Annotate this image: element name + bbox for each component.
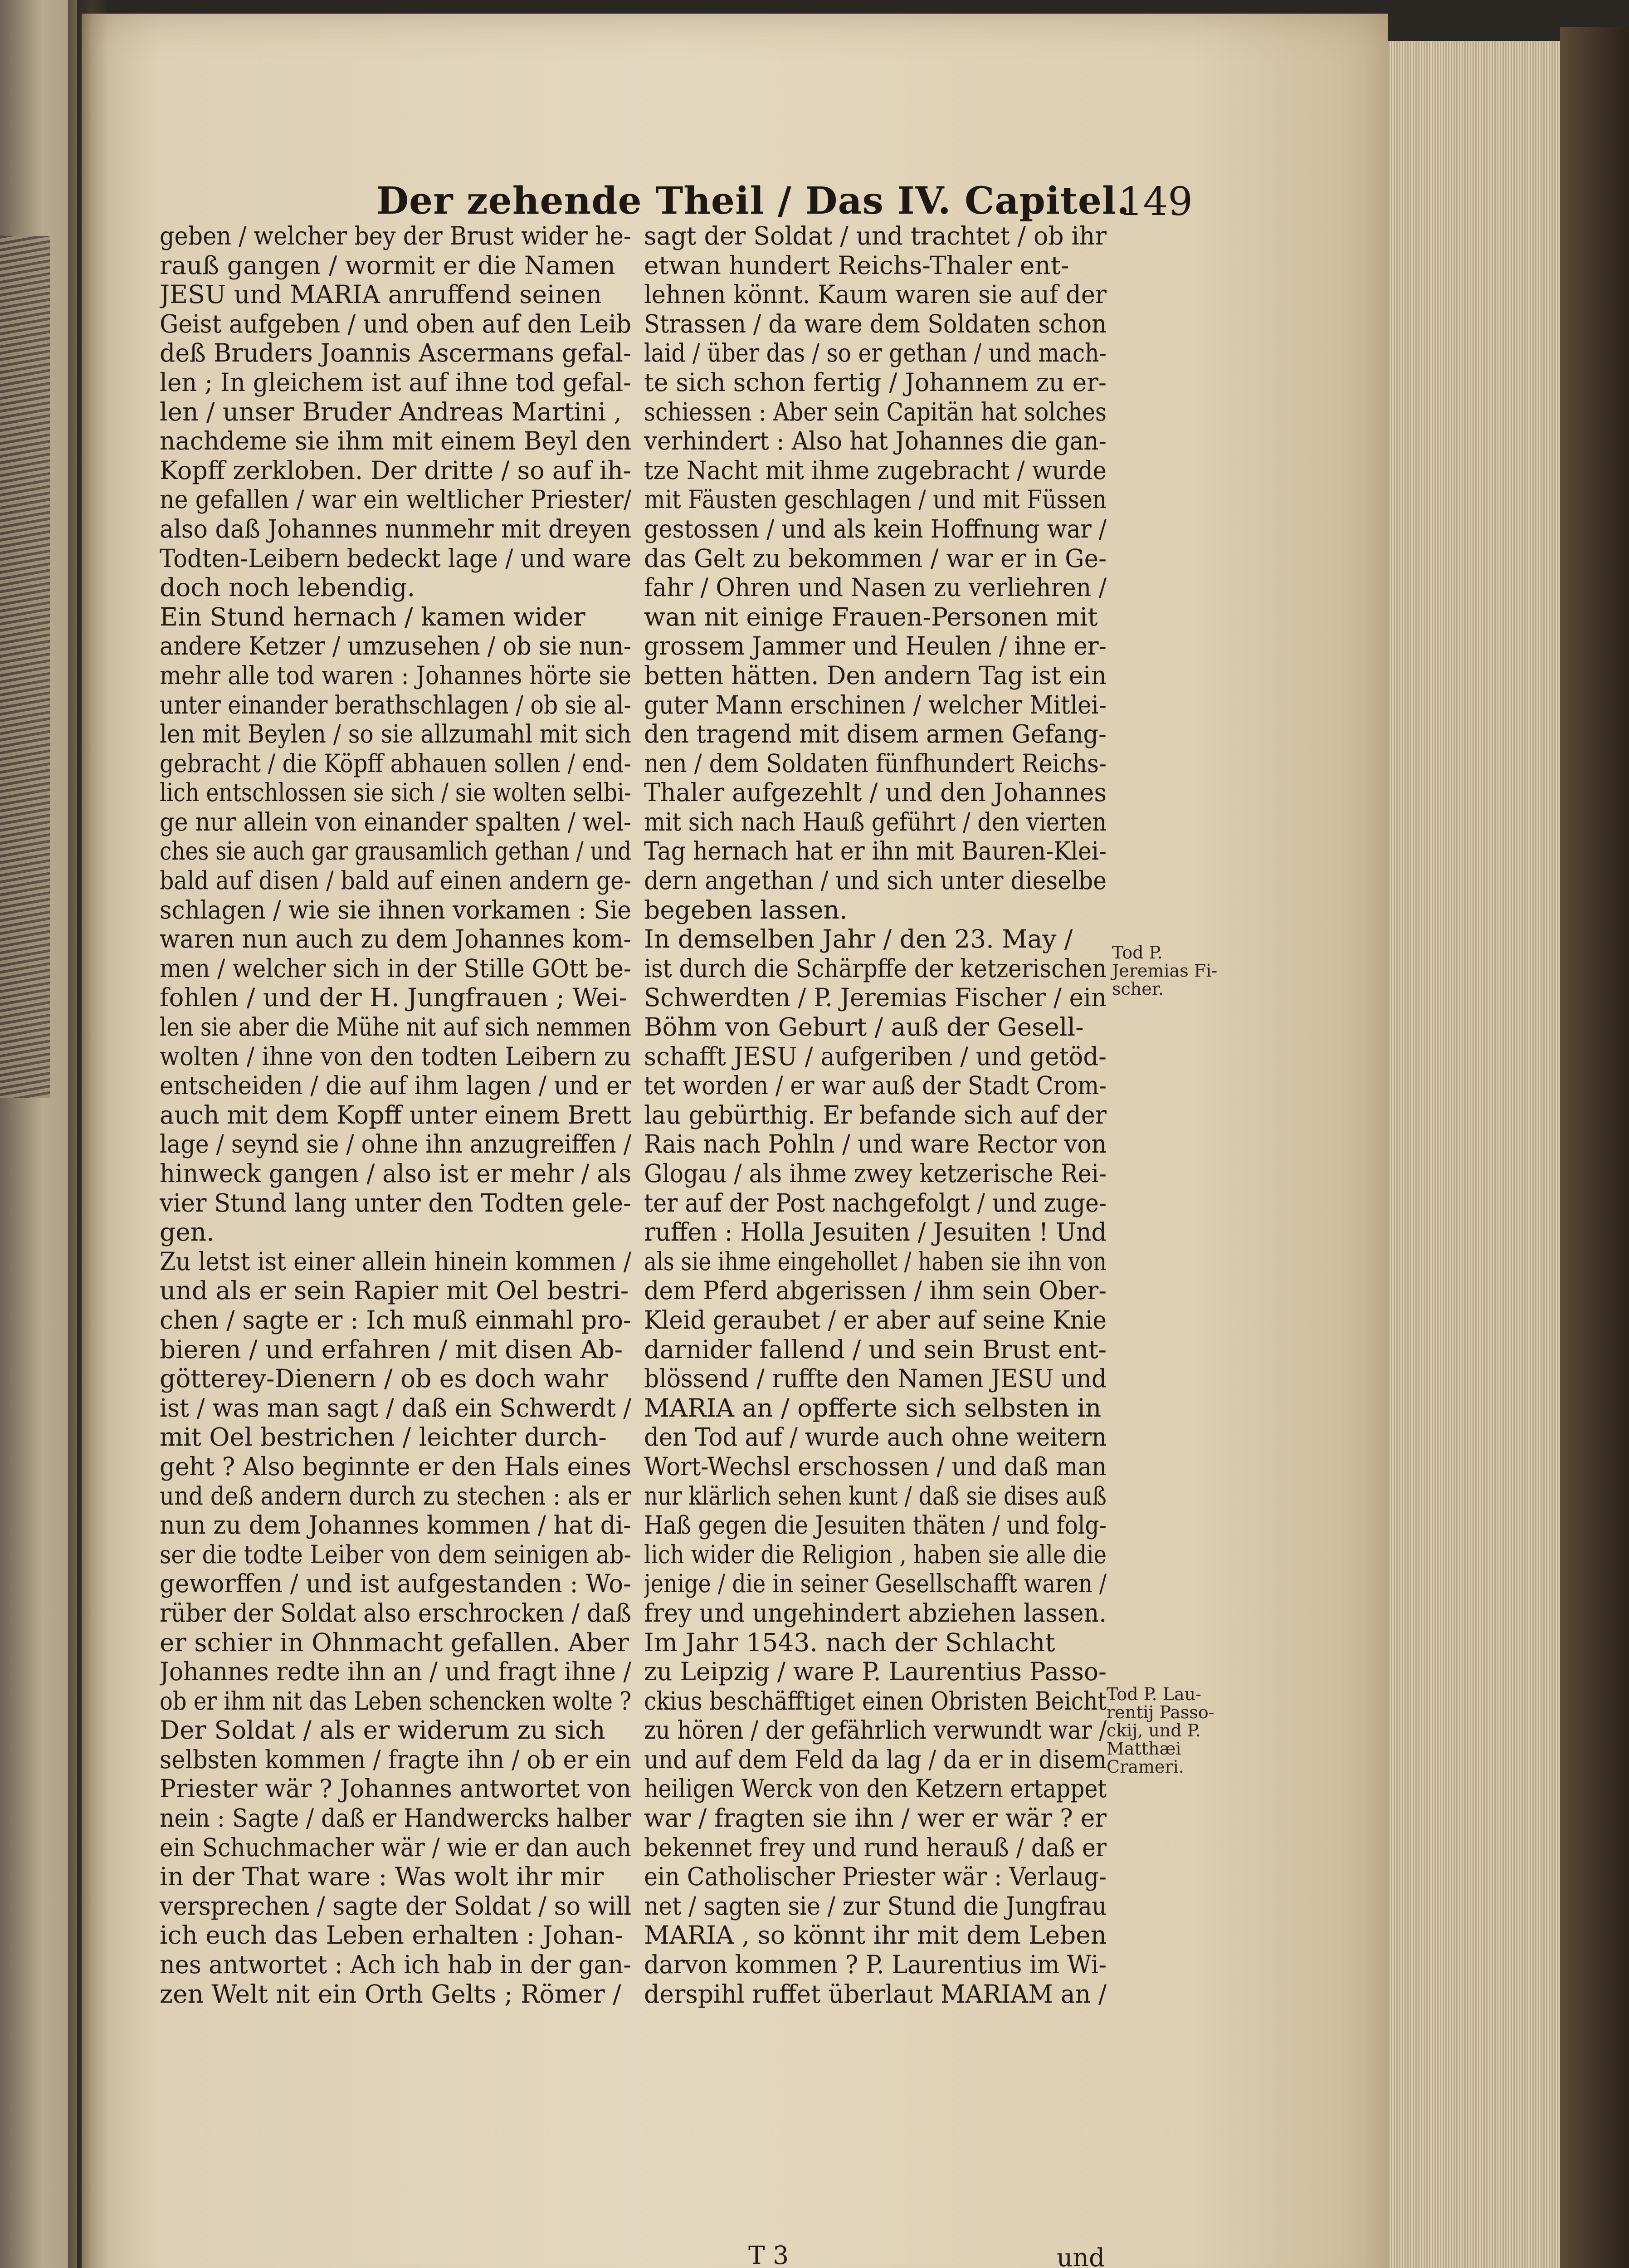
text-line: mehr alle tod waren : Johannes hörte sie [160,660,631,690]
text-line: versprechen / sagte der Soldat / so will [160,1891,631,1921]
text-line: deß Bruders Joannis Ascermans gefal- [160,338,631,368]
text-line: lage / seynd sie / ohne ihn anzugreiffen / [160,1129,631,1159]
text-line: und auf dem Feld da lag / da er in disem [644,1745,1107,1774]
text-line: rüber der Soldat also erschrocken / daß [160,1598,631,1628]
text-line: Schwerdten / P. Jeremias Fischer / ein [644,983,1107,1012]
text-line: lich wider die Religion , haben sie alle die [644,1540,1107,1569]
text-line: und deß andern durch zu stechen : als er [160,1481,631,1510]
text-line: gen. [160,1217,215,1247]
text-line: ein Catholischer Priester wär : Verlaug- [644,1862,1107,1892]
text-line: nun zu dem Johannes kommen / hat di- [160,1510,631,1540]
marginal-line: Tod P. [1112,943,1163,963]
text-line: rauß gangen / wormit er die Namen [160,250,615,280]
text-line: Rais nach Pohln / und ware Rector von [644,1129,1107,1159]
text-line: fahr / Ohren und Nasen zu verliehren / [644,573,1107,602]
text-line: den tragend mit disem armen Gefang- [644,719,1107,749]
marginal-line: scher. [1112,979,1164,999]
text-line: jenige / die in seiner Gesellschafft waren / [644,1569,1107,1598]
text-line: nein : Sagte / daß er Handwercks halber [160,1804,631,1833]
text-line: ser die todte Leiber von dem seinigen ab- [160,1540,631,1569]
text-line: fohlen / und der H. Jungfrauen ; Wei- [160,983,628,1012]
book-cover-edge [1560,27,1629,2268]
text-line: Thaler aufgezehlt / und den Johannes [644,778,1107,807]
left-text-column [160,221,631,2009]
marginal-line: Matthæi [1107,1739,1181,1759]
marginal-line: rentij Passo- [1107,1702,1214,1722]
text-line: men / welcher sich in der Stille GOtt be- [160,953,631,983]
text-line: wan nit einige Frauen-Personen mit [644,602,1098,631]
text-line: te sich schon fertig / Johannem zu er- [644,367,1107,397]
catchword: und [1057,2243,1105,2268]
engraving-fragment [0,236,50,1098]
text-line: entscheiden / die auf ihm lagen / und er [160,1071,631,1100]
text-line: MARIA , so könnt ihr mit dem Leben [644,1921,1107,1950]
running-title: Der zehende Theil / Das IV. Capitel. [376,179,1130,223]
text-line: derspihl ruffet überlaut MARIAM an / [644,1979,1107,2009]
text-line: den Tod auf / wurde auch ohne weitern [644,1422,1107,1452]
page-block-edges [1379,41,1578,2268]
text-line: Ein Stund hernach / kamen wider [160,602,585,631]
text-line: auch mit dem Kopff unter einem Brett [160,1100,631,1129]
text-line: geht ? Also beginnte er den Hals eines [160,1452,631,1481]
text-line: bekennet frey und rund herauß / daß er [644,1833,1107,1862]
text-line: begeben lassen. [644,895,848,924]
text-line: das Gelt zu bekommen / war er in Ge- [644,543,1107,573]
text-line: götterey-Dienern / ob es doch wahr [160,1364,608,1393]
text-line: etwan hundert Reichs-Thaler ent- [644,250,1069,280]
gutter-shadow [68,0,109,2268]
text-line: geben / welcher bey der Brust wider he- [160,221,631,250]
facing-page-edge [0,0,77,2268]
text-line: schiessen : Aber sein Capitän hat solches [644,397,1107,426]
text-line: heiligen Werck von den Ketzern ertappet [644,1774,1107,1804]
text-line: mit sich nach Hauß geführt / den vierten [644,807,1107,836]
text-line: sagt der Soldat / und trachtet / ob ihr [644,221,1107,250]
text-line: zu hören / der gefährlich verwundt war / [644,1716,1107,1745]
text-line: In demselben Jahr / den 23. May / [644,924,1073,954]
text-line: ge nur allein von einander spalten / wel- [160,807,631,836]
text-line: guter Mann erschinen / welcher Mitlei- [644,690,1107,719]
marginal-line: Jeremias Fi- [1112,961,1218,981]
marginal-line: ckij, und P. [1107,1721,1201,1740]
marginal-note-passockius [1107,1685,1214,1776]
text-line: len / unser Bruder Andreas Martini , [160,397,622,426]
marginal-line: Crameri. [1107,1757,1184,1777]
text-line: darnider fallend / und sein Brust ent- [644,1334,1107,1364]
text-line: chen / sagte er : Ich muß einmahl pro- [160,1305,631,1334]
text-line: Der Soldat / als er widerum zu sich [160,1716,605,1745]
text-line: zen Welt nit ein Orth Gelts ; Römer / [160,1979,621,2009]
text-line: ruffen : Holla Jesuiten / Jesuiten ! Und [644,1217,1107,1247]
text-line: bieren / und erfahren / mit disen Ab- [160,1334,623,1364]
text-line: bald auf disen / bald auf einen andern ge- [160,866,631,895]
text-line: net / sagten sie / zur Stund die Jungfrau [644,1891,1107,1921]
text-line: ein Schuchmacher wär / wie er dan auch [160,1833,631,1862]
text-line: Wort-Wechsl erschossen / und daß man [644,1452,1107,1481]
text-line: Priester wär ? Johannes antwortet von [160,1774,631,1804]
text-line: er schier in Ohnmacht gefallen. Aber [160,1628,629,1657]
text-line: waren nun auch zu dem Johannes kom- [160,924,631,954]
text-line: grossem Jammer und Heulen / ihne er- [644,631,1107,661]
text-line: Im Jahr 1543. nach der Schlacht [644,1628,1055,1657]
text-line: unter einander berathschlagen / ob sie al- [160,690,631,719]
text-line: schafft JESU / aufgeriben / und getöd- [644,1041,1107,1071]
text-line: zu Leipzig / ware P. Laurentius Passo- [644,1657,1107,1686]
text-line: geworffen / und ist aufgestanden : Wo- [160,1569,631,1598]
text-line: Todten-Leibern bedeckt lage / und ware [160,543,631,573]
text-line: Böhm von Geburt / auß der Gesell- [644,1012,1084,1042]
text-line: JESU und MARIA anruffend seinen [160,280,602,309]
text-line: lau gebürthig. Er befande sich auf der [644,1100,1107,1129]
text-line: ckius beschäfftiget einen Obristen Beicht [644,1686,1107,1716]
marginal-note-fischer [1112,943,1217,998]
text-line: Johannes redte ihn an / und fragt ihne / [160,1657,631,1686]
text-line: andere Ketzer / umzusehen / ob sie nun- [160,631,631,661]
text-line: vier Stund lang unter den Todten gele- [160,1188,631,1217]
text-line: dem Pferd abgerissen / ihm sein Ober- [644,1276,1107,1305]
text-line: Glogau / als ihme zwey ketzerische Rei- [644,1159,1107,1188]
text-line: laid / über das / so er gethan / und mach- [644,338,1107,368]
signature-mark: T 3 [748,2241,789,2268]
text-line: gestossen / und als kein Hoffnung war / [644,514,1107,543]
text-line: als sie ihme eingehollet / haben sie ihn von [644,1246,1107,1276]
text-line: len ; In gleichem ist auf ihne tod gefal- [160,367,631,397]
text-line: tet worden / er war auß der Stadt Crom- [644,1071,1107,1100]
text-line: ches sie auch gar grausamlich gethan / und [160,836,631,866]
text-line: len mit Beylen / so sie allzumahl mit sich [160,719,631,749]
text-line: nachdeme sie ihm mit einem Beyl den [160,426,631,456]
right-text-column [644,221,1107,2009]
text-line: also daß Johannes nunmehr mit dreyen [160,514,631,543]
text-line: Tag hernach hat er ihn mit Bauren-Klei- [644,836,1107,866]
marginal-line: Tod P. Lau- [1107,1684,1201,1704]
text-line: ter auf der Post nachgefolgt / und zuge- [644,1188,1107,1217]
text-line: nen / dem Soldaten fünfhundert Reichs- [644,748,1107,778]
text-line: ist / was man sagt / daß ein Schwerdt / [160,1393,631,1422]
text-line: Kopff zerkloben. Der dritte / so auf ih- [160,455,631,485]
text-line: Kleid geraubet / er aber auf seine Knie [644,1305,1107,1334]
text-line: schlagen / wie sie ihnen vorkamen : Sie [160,895,631,924]
text-line: nes antwortet : Ach ich hab in der gan- [160,1950,631,1980]
text-line: ne gefallen / war ein weltlicher Priester/ [160,485,631,514]
text-line: in der That ware : Was wolt ihr mir [160,1862,604,1892]
text-line: Zu letst ist einer allein hinein kommen / [160,1246,631,1276]
text-line: ich euch das Leben erhalten : Johan- [160,1921,624,1950]
text-line: hinweck gangen / also ist er mehr / als [160,1159,631,1188]
text-line: mit Fäusten geschlagen / und mit Füssen [644,485,1107,514]
text-line: selbsten kommen / fragte ihn / ob er ein [160,1745,631,1774]
text-line: betten hätten. Den andern Tag ist ein [644,660,1107,690]
text-line: mit Oel bestrichen / leichter durch- [160,1422,607,1452]
text-line: blössend / ruffte den Namen JESU und [644,1364,1107,1393]
folio-number: 149 [1118,179,1193,225]
text-line: nur klärlich sehen kunt / daß sie dises auß [644,1481,1107,1510]
text-line: wolten / ihne von den todten Leibern zu [160,1041,631,1071]
text-line: gebracht / die Köpff abhauen sollen / end- [160,748,631,778]
text-line: und als er sein Rapier mit Oel bestri- [160,1276,629,1305]
text-line: ob er ihm nit das Leben schencken wolte ? [160,1686,631,1716]
text-line: tze Nacht mit ihme zugebracht / wurde [644,455,1107,485]
text-line: doch noch lebendig. [160,573,415,602]
text-line: len sie aber die Mühe nit auf sich nemmen [160,1012,631,1042]
text-line: ist durch die Schärpffe der ketzerischen [644,953,1107,983]
text-line: dern angethan / und sich unter dieselbe [644,866,1107,895]
text-line: frey und ungehindert abziehen lassen. [644,1598,1107,1628]
text-line: MARIA an / opfferte sich selbsten in [644,1393,1102,1422]
text-line: lich entschlossen sie sich / sie wolten selbi- [160,778,631,807]
text-line: war / fragten sie ihn / wer er wär ? er [644,1804,1107,1833]
text-line: lehnen könnt. Kaum waren sie auf der [644,280,1107,309]
text-line: Haß gegen die Jesuiten thäten / und folg- [644,1510,1107,1540]
text-line: darvon kommen ? P. Laurentius im Wi- [644,1950,1107,1980]
text-line: Geist aufgeben / und oben auf den Leib [160,309,631,338]
text-line: Strassen / da ware dem Soldaten schon [644,309,1107,338]
text-line: verhindert : Also hat Johannes die gan- [644,426,1107,456]
